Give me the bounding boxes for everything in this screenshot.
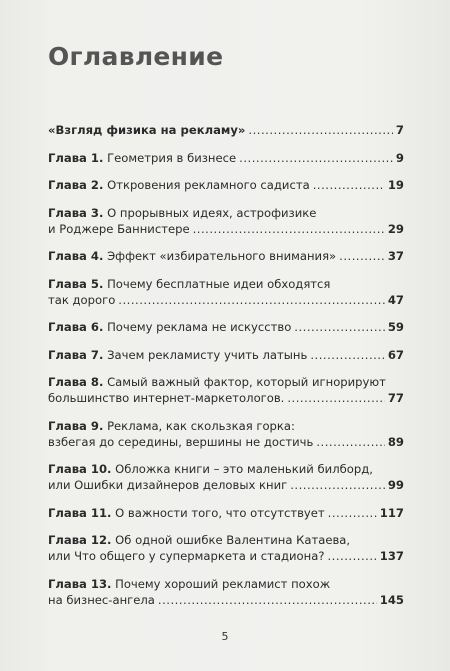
- toc-page-number: 47: [387, 292, 404, 307]
- dot-leader: [328, 505, 377, 521]
- dot-leader: [328, 548, 377, 564]
- toc-page-number: 89: [387, 434, 404, 449]
- toc-page-number: 117: [379, 505, 404, 520]
- chapter-title: Почему реклама не искусство: [107, 320, 292, 334]
- chapter-label: Глава 6.: [48, 320, 104, 334]
- toc-entry-chapter: [48, 532, 404, 564]
- chapter-title-continued: на бизнес-ангела: [48, 592, 155, 607]
- table-of-contents: [48, 122, 404, 619]
- toc-entry-line: [48, 505, 404, 521]
- toc-page-number: 77: [387, 391, 404, 405]
- chapter-label: Глава 8.: [48, 375, 104, 389]
- dot-leader: [118, 292, 385, 308]
- chapter-title: О важности того, что отсутствует: [115, 505, 325, 520]
- chapter-title: Почему хороший рекламист похож: [115, 576, 331, 591]
- toc-entry-line: [48, 292, 404, 308]
- toc-entry-intro: [48, 122, 404, 138]
- chapter-label: Глава 1.: [48, 150, 104, 165]
- chapter-label: Глава 9.: [48, 418, 104, 433]
- toc-entry-chapter: [48, 319, 404, 335]
- chapter-label: Глава 11.: [48, 505, 112, 520]
- dot-leader: [290, 477, 385, 493]
- chapter-title: Почему бесплатные идеи обходятся: [107, 276, 331, 291]
- dot-leader: [310, 347, 385, 363]
- toc-page-number: 145: [379, 592, 404, 607]
- chapter-label: Глава 2.: [48, 178, 104, 192]
- chapter-title: Эффект «избирательного внимания»: [107, 249, 337, 263]
- toc-entry-chapter: [48, 276, 404, 308]
- chapter-title: Самый важный фактор, который игнорируют: [107, 375, 386, 389]
- toc-page-number: 9: [395, 150, 404, 165]
- toc-entry-chapter: [48, 205, 404, 237]
- chapter-label: Глава 12.: [48, 533, 112, 547]
- toc-entry-line: [48, 347, 404, 363]
- page-number: 5: [221, 630, 229, 643]
- dot-leader: [158, 592, 377, 608]
- chapter-title: Геометрия в бизнесе: [107, 150, 237, 165]
- chapter-title: О прорывных идеях, астрофизике: [107, 205, 317, 220]
- toc-page-number: 137: [379, 549, 404, 563]
- chapter-label: Глава 4.: [48, 249, 104, 263]
- toc-page-number: 59: [387, 320, 404, 334]
- toc-entry-line: [48, 548, 404, 564]
- chapter-label: Глава 5.: [48, 276, 104, 291]
- toc-entry-chapter: [48, 461, 404, 493]
- chapter-title: Об одной ошибке Валентина Катаева,: [115, 533, 351, 547]
- toc-entry-chapter: [48, 150, 404, 166]
- toc-page-number: 29: [387, 221, 404, 236]
- toc-entry-chapter: [48, 248, 404, 264]
- dot-leader: [193, 221, 385, 237]
- toc-entry-line: [48, 592, 404, 608]
- toc-entry-chapter: [48, 374, 404, 406]
- dot-leader: [294, 319, 385, 335]
- chapter-title: Обложка книги – это маленький билборд,: [115, 462, 373, 476]
- chapter-label: Глава 3.: [48, 205, 104, 220]
- toc-entry-line: [48, 374, 404, 390]
- toc-page-number: 99: [387, 478, 404, 492]
- chapter-list: [48, 150, 404, 608]
- chapter-title: Реклама, как скользкая горка:: [107, 418, 295, 433]
- chapter-label: Глава 7.: [48, 347, 104, 362]
- toc-entry-chapter: [48, 347, 404, 363]
- toc-page-number: 37: [387, 249, 404, 263]
- toc-entry-line: [48, 390, 404, 406]
- toc-entry-line: [48, 276, 404, 292]
- toc-entry-line: [48, 434, 404, 450]
- dot-leader: [248, 122, 393, 138]
- toc-entry-chapter: [48, 505, 404, 521]
- dot-leader: [239, 150, 393, 166]
- toc-entry-line: [48, 418, 404, 434]
- toc-entry-line: [48, 477, 404, 493]
- toc-entry-line: [48, 532, 404, 548]
- toc-entry-line: [48, 248, 404, 264]
- chapter-title: Зачем рекламисту учить латынь: [107, 347, 308, 362]
- toc-entry-line: [48, 576, 404, 592]
- toc-entry-line: [48, 177, 404, 193]
- toc-entry-line: [48, 150, 404, 166]
- toc-entry-line: [48, 319, 404, 335]
- toc-entry-title: «Взгляд физика на рекламу»: [48, 123, 246, 137]
- toc-page-number: 67: [387, 347, 404, 362]
- toc-page-number: 19: [387, 178, 404, 192]
- toc-entry-chapter: [48, 418, 404, 450]
- dot-leader: [316, 434, 385, 450]
- toc-entry-chapter: [48, 177, 404, 193]
- chapter-title-continued: так дорого: [48, 292, 116, 307]
- chapter-title-continued: и Роджере Баннистере: [48, 221, 190, 236]
- dot-leader: [313, 177, 385, 193]
- dot-leader: [287, 390, 385, 406]
- page-title: Оглавление: [48, 42, 224, 71]
- chapter-label: Глава 13.: [48, 576, 112, 591]
- chapter-title: Откровения рекламного садиста: [107, 178, 310, 192]
- toc-entry-line: [48, 221, 404, 237]
- dot-leader: [339, 248, 385, 264]
- toc-entry-chapter: [48, 576, 404, 608]
- chapter-label: Глава 10.: [48, 462, 112, 476]
- chapter-title-continued: или Что общего у супермаркета и стадиона?: [48, 549, 325, 563]
- chapter-title-continued: большинство интернет-маркетологов.: [48, 391, 285, 405]
- chapter-title-continued: взбегая до середины, вершины не достичь: [48, 434, 314, 449]
- chapter-title-continued: или Ошибки дизайнеров деловых книг: [48, 478, 288, 492]
- toc-entry-line: [48, 205, 404, 221]
- toc-page-number: 7: [395, 123, 404, 137]
- toc-entry-line: [48, 461, 404, 477]
